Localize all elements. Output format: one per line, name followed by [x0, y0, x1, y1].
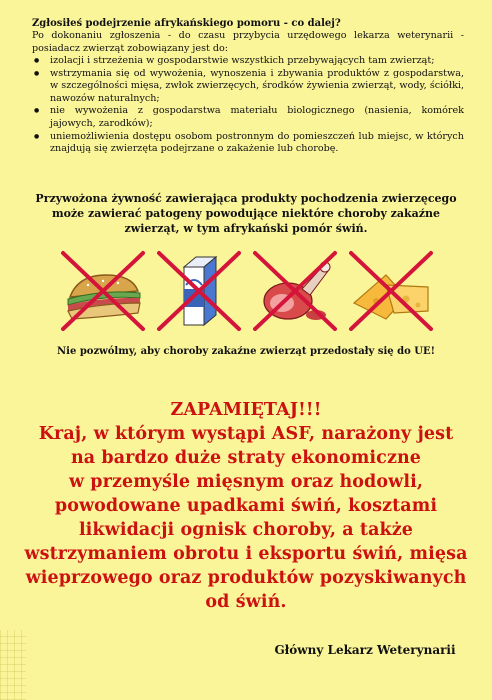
ham-icon [250, 245, 340, 335]
list-item: ● uniemożliwienia dostępu osobom postronnym do pomieszczeń lub miejsc, w których znajdują się zwierzęta podejrzane o zakażenie lub chorobę. [32, 131, 464, 156]
cheese-icon [346, 245, 436, 335]
sandwich-icon [58, 245, 148, 335]
prohibited-food-icons [58, 245, 438, 335]
intro-text: Po dokonaniu zgłoszenia - do czasu przybycia urzędowego lekarza weterynarii - posiadacz zwierząt zobowiązany jest do: [32, 30, 464, 54]
remember-line: wstrzymaniem obrotu i eksportu świń, mięsa [24, 544, 468, 564]
milk-carton-icon [154, 245, 244, 335]
list-item: ● wstrzymania się od wywożenia, wynoszenia i zbywania produktów z gospodarstwa, w szczególności mięsa, zwłok zwierzęcych, środków żywienia zwierząt, wody, ściółki, nawozów naturalnych; [32, 68, 464, 106]
page-heading: Zgłosiłeś podejrzenie afrykańskiego pomoru - co dalej? [32, 18, 341, 29]
list-item: ● izolacji i strzeżenia w gospodarstwie wszystkich przebywających tam zwierząt; [32, 55, 464, 68]
remember-line: w przemyśle mięsnym oraz hodowli, [68, 472, 424, 492]
remember-title: ZAPAMIĘTAJ!!! [170, 400, 322, 420]
remember-line: likwidacji ognisk choroby, a także [78, 520, 414, 540]
remember-line: Kraj, w którym wystąpi ASF, narażony jest [38, 424, 454, 444]
remember-line: od świń. [205, 592, 287, 612]
remember-line: powodowane upadkami świń, kosztami [54, 496, 438, 516]
duties-list [32, 55, 464, 156]
appeal-text: Nie pozwólmy, aby choroby zakaźne zwierząt przedostały się do UE! [57, 346, 435, 357]
remember-block [20, 398, 472, 614]
remember-line: wieprzowego oraz produktów pozyskiwanych [25, 568, 467, 588]
corner-grid-decoration [0, 630, 26, 700]
list-item: ● nie wywożenia z gospodarstwa materiału biologicznego (nasienia, komórek jajowych, zarodków); [32, 105, 464, 130]
food-warning-text: Przywożona żywność zawierająca produkty pochodzenia zwierzęcego może zawierać patogeny powodujące niektóre choroby zakaźne zwierząt, w tym afrykański pomór świń. [35, 192, 457, 235]
remember-line: na bardzo duże straty ekonomiczne [70, 448, 422, 468]
signature: Główny Lekarz Weterynarii [274, 643, 456, 657]
